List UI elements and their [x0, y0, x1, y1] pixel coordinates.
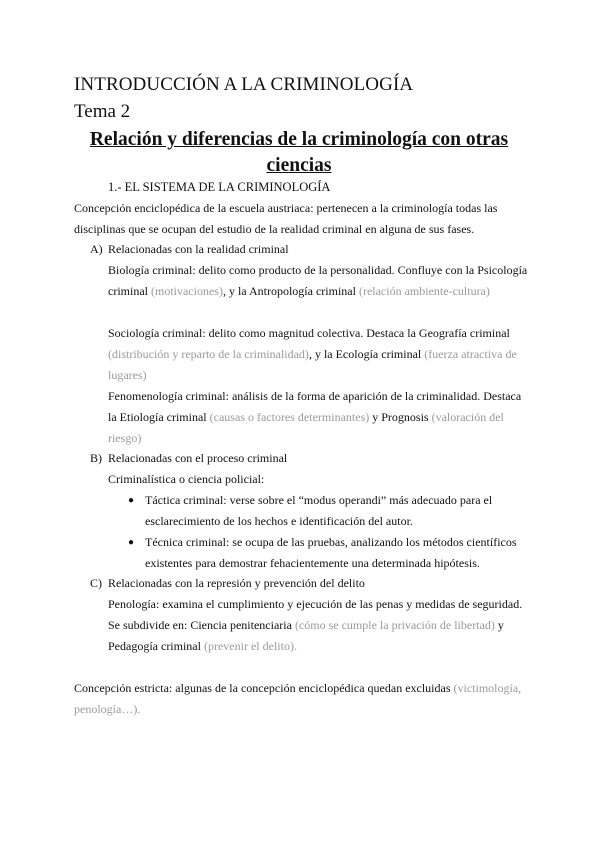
list-marker-a: A) — [90, 242, 103, 256]
paragraph-biologia — [108, 260, 528, 302]
criminalistica-label: Criminalística o ciencia policial: — [108, 472, 265, 486]
note: (distribución y reparto de la criminalidad) — [108, 347, 309, 361]
text: Penología: examina el cumplimiento y ejecución de las penas y medidas de seguridad. Se subdivide en: Ciencia penitenciaria — [108, 597, 523, 632]
list-marker-b: B) — [90, 451, 102, 465]
heading-b: Relacionadas con el proceso criminal — [108, 451, 288, 465]
text: Biología criminal: delito como producto de la personalidad. Confluye con la Psicología criminal — [108, 263, 528, 298]
note: (victimología, penología…). — [74, 681, 522, 716]
topic-number: Tema 2 — [74, 101, 131, 122]
text: , y la Antropología criminal — [222, 284, 359, 298]
note: (fuerza atractiva de lugares) — [108, 347, 517, 382]
main-title: Relación y diferencias de la criminología con otras ciencias — [89, 129, 509, 176]
bullet-dot: ● — [128, 537, 135, 548]
bullet-tecnica: Técnica criminal: se ocupa de las pruebas, analizando los métodos científicos existentes para demostrar fehacientemente una determinada hipótesis. — [145, 535, 517, 570]
heading-a: Relacionadas con la realidad criminal — [108, 242, 289, 256]
note: (cómo se cumple la privación de libertad) — [294, 618, 495, 632]
section-heading: 1.- EL SISTEMA DE LA CRIMINOLOGÍA — [108, 180, 331, 194]
text: y Pedagogía criminal — [108, 618, 504, 653]
note: (relación ambiente-cultura) — [358, 284, 490, 298]
heading-c: Relacionadas con la represión y prevención del delito — [108, 576, 365, 590]
text: , y la Ecología criminal — [308, 347, 425, 361]
text: Sociología criminal: delito como magnitud colectiva. Destaca la Geografía criminal — [108, 326, 510, 340]
course-title: INTRODUCCIÓN A LA CRIMINOLOGÍA — [74, 74, 414, 95]
strict-conception-paragraph — [74, 678, 534, 720]
bullet-tactica: Táctica criminal: verse sobre el “modus operandi” más adecuado para el esclarecimiento de los hechos e identificación del autor. — [145, 493, 493, 528]
paragraph-penologia — [108, 594, 528, 657]
note: (motivaciones) — [150, 284, 223, 298]
paragraph-sociologia — [108, 323, 528, 386]
list-marker-c: C) — [90, 576, 102, 590]
text: Fenomenología criminal: análisis de la forma de aparición de la criminalidad. Destaca la Etiología criminal — [108, 389, 522, 424]
note: (prevenir el delito). — [203, 639, 297, 653]
intro-paragraph: Concepción enciclopédica de la escuela austriaca: pertenecen a la criminología todas las disciplinas que se ocupan del estudio de la realidad criminal en alguna de sus fases. — [74, 201, 498, 236]
text: Concepción estricta: algunas de la concepción enciclopédica quedan excluidas — [74, 681, 454, 695]
paragraph-fenomenologia — [108, 386, 528, 449]
text: y Prognosis — [369, 410, 432, 424]
note: (valoración del riesgo) — [108, 410, 504, 445]
bullet-dot: ● — [128, 495, 135, 506]
note: (causas o factores determinantes) — [209, 410, 370, 424]
